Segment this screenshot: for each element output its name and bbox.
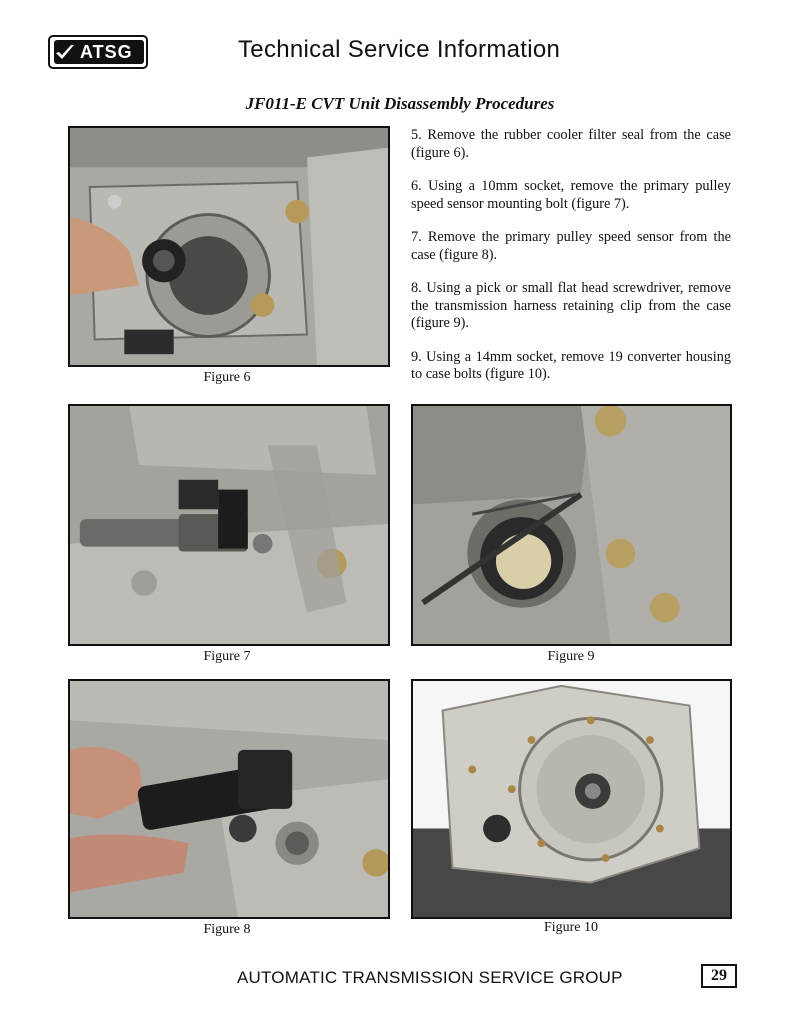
step-6: 6. Using a 10mm socket, remove the primary pulley speed sensor mounting bolt (figure 7). (411, 178, 731, 212)
figure-10-caption: Figure 10 (543, 920, 599, 935)
figure-6-photo (68, 126, 390, 367)
step-5: 5. Remove the rubber cooler filter seal from the case (figure 6). (411, 127, 731, 161)
atsg-logo (48, 35, 148, 69)
procedure-steps (411, 127, 731, 400)
page-number: 29 (701, 964, 737, 988)
step-8: 8. Using a pick or small flat head screwdriver, remove the transmission harness retaining clip from the case (figure 9). (411, 280, 731, 331)
check-mark-icon (54, 43, 76, 61)
step-9: 9. Using a 14mm socket, remove 19 converter housing to case bolts (figure 10). (411, 348, 731, 382)
step-7: 7. Remove the primary pulley speed sensor from the case (figure 8). (411, 229, 731, 263)
section-title: JF011-E CVT Unit Disassembly Procedures (245, 94, 555, 113)
figure-9-caption: Figure 9 (547, 649, 595, 664)
logo-text: ATSG (80, 41, 133, 62)
figure-6-caption: Figure 6 (203, 370, 251, 385)
figure-7-photo (68, 404, 390, 646)
figure-8-photo (68, 679, 390, 919)
page-header-title: Technical Service Information (238, 36, 561, 63)
figure-7-caption: Figure 7 (203, 649, 251, 664)
figure-9-photo (411, 404, 732, 646)
footer-text: AUTOMATIC TRANSMISSION SERVICE GROUP (237, 968, 623, 987)
figure-8-caption: Figure 8 (203, 922, 251, 937)
figure-10-photo (411, 679, 732, 919)
